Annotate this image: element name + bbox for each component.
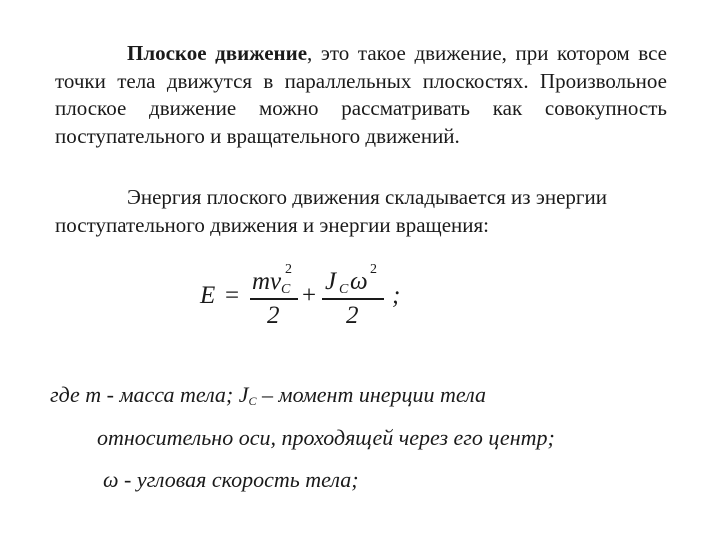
definition-line-3: ω - угловая скорость тела; xyxy=(103,467,359,492)
def-line1-part1: где m - масса тела; J xyxy=(50,382,249,407)
definition-line-1 xyxy=(50,382,486,409)
term2-fraction-bar xyxy=(322,298,384,300)
formula-lhs: E xyxy=(200,282,216,309)
term2-J: J xyxy=(325,268,337,295)
term2-omega: ω xyxy=(350,268,368,295)
term1-fraction-bar xyxy=(250,298,298,300)
formula-plus: + xyxy=(302,282,317,309)
formula-equals: = xyxy=(225,282,240,309)
bold-term: Плоское движение xyxy=(127,41,308,65)
term1-numerator: mv xyxy=(252,268,282,295)
def-line1-part2: – момент инерции тела xyxy=(256,382,486,407)
definition-text: , это такое движение, при котором все точки тела движутся в параллельных плоскостях. Произвольное плоское движение можно рассматривать как совокупность поступательного и вращательного движений. xyxy=(55,41,667,148)
energy-paragraph: Энергия плоского движения складывается из энергии поступательного движения и энергии вращения: xyxy=(55,185,608,237)
term1-superscript: 2 xyxy=(285,262,292,277)
definition-paragraph xyxy=(55,40,667,150)
def-line1-subscript: C xyxy=(248,394,257,408)
term1-denominator: 2 xyxy=(267,302,280,329)
formula-end: ; xyxy=(392,282,401,309)
term2-superscript: 2 xyxy=(370,262,377,277)
energy-formula xyxy=(200,262,430,338)
definition-line-2: относительно оси, проходящей через его центр; xyxy=(97,425,555,450)
term2-subscript: C xyxy=(339,282,349,297)
term1-subscript: C xyxy=(281,282,291,297)
term2-denominator: 2 xyxy=(346,302,359,329)
